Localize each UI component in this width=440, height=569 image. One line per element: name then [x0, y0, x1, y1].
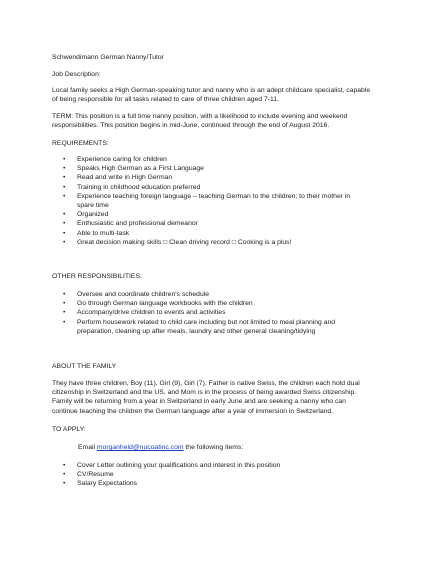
list-item [52, 290, 335, 299]
list-item [52, 183, 350, 192]
list-item-text: Able to multi-task [77, 229, 130, 237]
requirements-heading: REQUIREMENTS: [52, 140, 109, 147]
list-item [52, 299, 335, 308]
bullet-glyph: • [63, 192, 66, 200]
bullet-glyph: • [63, 183, 66, 191]
list-item [52, 164, 350, 173]
bullet-glyph: • [63, 318, 66, 326]
email-prefix: Email [78, 444, 97, 451]
family-paragraph [52, 379, 402, 416]
bullet-glyph: • [63, 229, 66, 237]
list-item [52, 173, 350, 182]
job-description-heading: Job Description: [52, 71, 101, 78]
bullet-glyph: • [63, 291, 66, 298]
family-line: They have three children, Boy (11), Girl (9), Girl (7). Father is native Swiss, the children each hold dual [52, 380, 360, 387]
list-item [52, 238, 350, 247]
intro-line: of being responsible for all tasks related to care of three children aged 7-11. [52, 96, 279, 104]
list-item-continuation: spare time [77, 202, 109, 210]
other-responsibilities-heading: OTHER RESPONSIBILITIES: [52, 273, 142, 280]
list-item [52, 210, 350, 219]
bullet-glyph: • [63, 309, 66, 317]
list-item-text: Go through German language workbooks with the children [77, 300, 253, 308]
email-link[interactable]: morganheld@nucoatinc.com [96, 444, 184, 451]
list-item [52, 479, 280, 488]
bullet-glyph: • [63, 165, 66, 173]
list-item-text: Experience caring for children [77, 156, 167, 163]
term-line: responsibilities. This position begins in mid-June, continued through the end of August 2016. [52, 122, 330, 130]
list-item-text: Training in childhood education preferred [77, 183, 201, 191]
bullet-glyph: • [63, 238, 66, 246]
family-line: continue teaching the children the German language after a year of immersion in Switzerland. [52, 407, 334, 415]
bullet-glyph: • [63, 174, 66, 182]
about-family-heading: ABOUT THE FAMILY [52, 363, 117, 370]
bullet-glyph: • [63, 156, 66, 163]
intro-paragraph [52, 86, 402, 104]
list-item [52, 155, 350, 164]
list-item-continuation: preparation, cleaning up after meals, laundry and other general cleaning/tidying [77, 327, 316, 335]
list-item [52, 470, 280, 479]
list-item-text: Salary Expectations [77, 480, 138, 488]
apply-items-list [52, 461, 280, 489]
family-line: citizenship in Switzerland and the US, and Mom is in the process of being awarded Swiss citizenship. [52, 389, 357, 397]
family-line: Family will be returning from a year in Switzerland in early June and are seeking a nanny who can [52, 398, 346, 406]
list-item [52, 219, 350, 228]
list-item [52, 229, 350, 238]
list-item-text: Speaks High German as a First Language [77, 165, 204, 173]
list-item-text: Enthusiastic and professional demeanor [77, 220, 198, 228]
list-item-text: Perform housework related to child care including but not limited to meal planning and [77, 318, 336, 326]
list-item [52, 308, 335, 317]
list-item-text: CV/Resume [77, 471, 114, 479]
term-paragraph [52, 112, 402, 130]
email-instruction [78, 443, 243, 452]
document-title: Schwendimann German Nanny/Tutor [52, 54, 164, 61]
list-item-text: Accompany/drive children to events and activities [77, 309, 226, 317]
list-item-text: Great decision making skills □ Clean driving record □ Cooking is a plus! [77, 238, 292, 246]
list-item-text: Experience teaching foreign language – teaching German to the children; to their mother in [77, 192, 351, 200]
list-item [52, 318, 335, 336]
list-item [52, 461, 280, 470]
list-item-text: Oversee and coordinate children's schedule [77, 291, 210, 298]
list-item [52, 192, 350, 210]
term-line: TERM: This position is a full time nanny position, with a likelihood to include evening and weekend [52, 113, 348, 120]
list-item-text: Cover Letter outlining your qualifications and interest in this position [77, 462, 281, 469]
bullet-glyph: • [63, 462, 66, 469]
list-item-text: Read and write in High German [77, 174, 173, 182]
email-suffix: the following items: [183, 444, 244, 451]
intro-line: Local family seeks a High German-speaking tutor and nanny who is an adept childcare specialist, capable [52, 87, 371, 94]
to-apply-heading: TO APPLY: [52, 426, 86, 433]
bullet-glyph: • [63, 220, 66, 228]
bullet-glyph: • [63, 480, 66, 488]
other-responsibilities-list [52, 290, 335, 336]
requirements-list [52, 155, 350, 247]
bullet-glyph: • [63, 211, 66, 219]
list-item-text: Organized [77, 211, 109, 219]
bullet-glyph: • [63, 300, 66, 308]
bullet-glyph: • [63, 471, 66, 479]
